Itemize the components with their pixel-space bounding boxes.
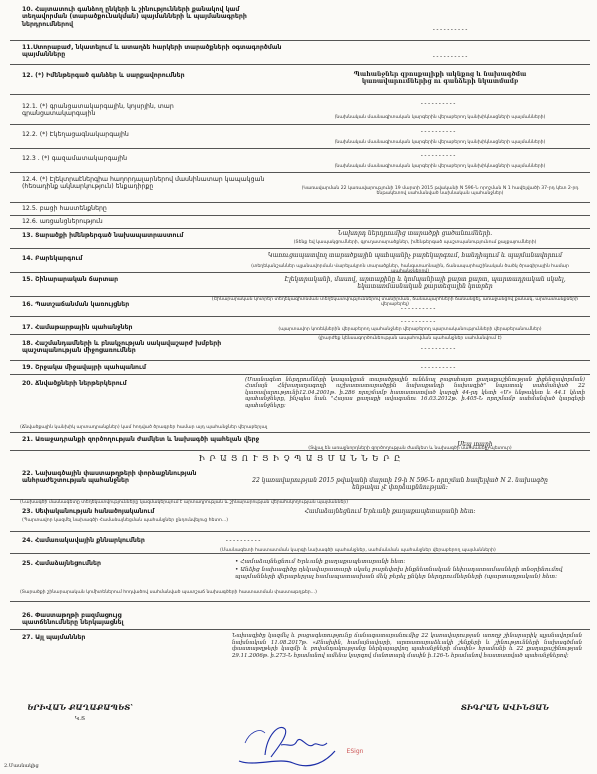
bullet-1: • Համաձայնեցնում Երևանի քաղաքապետարանի հետ: [235,559,406,565]
row-12-label: 12. (*) Իմենթերգած գանձեր և սարքավորումներ [22,72,185,79]
row-21-label: 21. Առաջադրանքի զործողության ժամկետ և նախագծի պահելան վերջ [22,436,260,443]
row-13-value: Նախորդ ներդրումից տարածքի ցածանումների. [337,230,493,237]
row-19-label: 19. Շրջակա միջավայրի պահպանում [22,364,146,371]
esign-mark: ESign [346,748,364,755]
row-14-label: 14. Բարեկարգում [22,255,83,262]
row-22-value: 22 կառավարության 2015 թվականի մարտի 19-ի N 596-Ն որոշման հավելված N 2. նախագծը ենթակա չէ փորձաքննության: [252,477,548,492]
row-12-6-label: 12.6. առցանցներություն [22,218,103,225]
row-12-3-note: (նախնական մասնագիտական կարգերին վերաբերող կանխիկնացների պայմանների) [334,164,546,169]
row-21-note: (Տվյալ են առաջնորդների զործողության ժամկետ և նախագծի սահմանելը պետուր) [308,446,512,451]
row-16-note: (Շինարարական կոտրեր տեղեկագիտնման տեղեկատվություններով տանիրման, ճանապարհների ճանանցել, առաջանցով քանակ, արտատանքների վերաբերել) [211,297,579,308]
row-12-2-note: (նախնական մասնագիտական կարգերին վերաբերող կանխիկնացների պայմանների) [334,140,546,145]
row-15-label: 15. Շինարարական ճարտար [22,276,119,283]
row-12-2-value: ---------- [420,128,457,135]
row-27-value: Նախագիծը կազմել և բացագետությունը ճանագատարանումից 22 կառավարության առողջ շինարարիկ պլանավորման նախնական 11.08.2017թ. «Քնախին, համայնավարի, արտատարաձևակի շենքերի և շինությունների նախագծման փաստաթղթերի կազմի և բովանդակությանը ներկայացվող պահանջների մասին» հրամանի և 22 քաղաքաշինության 29.11.2006թ. ի.273-Ն հրամանով ամենա կարգով մանոտարկ մասին ի.126-Ն հրամանով հաստատված պահանջներով: [232,633,582,659]
signer-right-name: ՏԻԳՐԱՆ ԱՎԻՆՅԱՆ [460,703,550,712]
row-24-value: ---------- [225,537,262,544]
signer-left-title: ԵՐԻՎԱՆ ՔԱՂԱՔԱՊԵՏ՝ [27,703,133,712]
row-17-label: 17. Համաթարթային պահանջներ [22,324,133,331]
row-11-value: ---------- [432,53,469,60]
bullet-2-text: Անձից նախագիծը ղեկավարատարի սկսել բարեփոխ ինքնետնական նեխադատամասների տնօրինումով պայմանների վերաբերյալ համապատասխան մեկ բերել ընկեր ներդրումներների (պարտադրական) հետ: [235,567,563,580]
row-12-1-label: 12.1. (*) գրանցատակարգային, կոյսրյին, տար գրանցատակարգային [22,103,174,118]
row-18-value: ---------- [420,345,457,352]
bullet-2: • Անձից նախագիծը ղեկավարատարի սկսել բարեփոխ ինքնետնական նեխադատամասների տնօրինումով պայմանների վերաբերյալ համապատասխան մեկ բերել ընկեր ներդրումներների (պարտադրական) հետ: [235,567,563,580]
row-13-label: 13. Տարածքի իմենթերգած նախապատրաստում [22,232,184,239]
row-12-2-label: 12.2. (*) Էկեղացագնակարգային [22,131,129,138]
row-10-label: 10. Հայտատուի գանձող ընկերի և շինությունների քանակով կամ տեղավորման (տարածքունակման) պայմանների և պայմանագրերի ներդրումներով [22,6,247,28]
bullet-1-text: Համաձայնեցնում Երևանի քաղաքապետարանի հետ: [240,559,406,565]
row-12-1-value: ---------- [420,100,457,107]
row-11-label: 11.Ստորաբաժ, նկատելում և ատաղձե հարկերի տարածքների օգտագործման պայմանները [22,44,282,59]
row-19-value: ---------- [420,364,457,371]
row-23-value: Համաձայնեցնում Երևանի քաղաքապետարանի հետ: [304,508,476,515]
row-12-3-label: 12.3 . (*) գազամատակարգային [22,155,128,162]
row-18-label: 18. Հաշմանդամների և բնակչության սակավաշարժ խմբերի պաշտպանության միջոցառումներ [22,340,222,355]
row-12-3-value: ---------- [420,152,457,159]
row-14-value: Կառուցապատվող տարածքային պահպանիչ բարեկարգում, հանդիպում և պայմանավորում [267,252,563,259]
row-23-note: (Պարտավոր կազմել նախագծի Համաձայնեցման պահանջներ ընդունվելուց հետո...) [22,518,229,523]
footer-left: 2.Մասնակից [4,763,39,769]
small-note-3: (Տարածքի շինարարական կոմիտեներում հոդվածով սահմանված պատշաճ նախագծերի հաստատման փաստաթղթեր...) [20,590,317,595]
row-16-label: 16. Պատշաճանման կառույցներ [22,301,130,308]
row-13-note: (Տենք եվ կապակցումների, գյուղատարածքներ, իմենթերգած պաշտպանությունում քայքայումների) [293,240,537,245]
row-12-4-label: 12.4. (*) Էլեկտրաէներգիա հաղորդալարներով մասնինատար կապակցան (հեռադինք ակնարկություն) ենքադիրքը [22,176,265,191]
row-12-5-label: 12.5. բացի հաստենքները [22,205,107,212]
row-12-value: Պահանջներ զբոսքալիքի ակնքոց և նախագծմա կառավարումներից ու գանձերի նկատմամբ [353,71,527,86]
row-27-label: 27. Այլ պայմաններ [22,634,86,641]
row-23-label: 23. Սեփականության հանածոյականում [22,508,155,515]
row-20-value: (Մասնագետ ներդրումների կապակցան տարածքային ունենալ բացահայտ քաղաքաշինության լիցենզավորման) Համայն Հնխաղաղագողի աշխատատարածքին նախաքանդի նախագիծ" նպատակ սահմանված 22 կառավարությունի12.04.2001թ. ի.286 որոշմամբ հատատատված կարգի 44-րդ կետի «Մ» ենթակետ և 44.1 կետի պահանջները, ինչպես նաև "Հայաս քաղաքի ավագանու 16.03.2012թ. ի.405-Ն որոշմամբ սահմանված կարգերի պահանջները: [245,377,585,409]
signature-image [235,715,360,770]
row-16-value: ---------- [400,305,437,312]
row-12-1-note: (նախնական մասնագիտական կարգերին վերաբերող կանխիկնացների պայմանների) [334,115,546,120]
row-25-label: 25. Համաձայնեցումներ [22,560,101,567]
conditions-title: Ի Ր Ա Ց Ո Ւ Ց Ի Չ Պ Ա Յ Մ Ա Ն Ն Ե Ր Ը [198,454,402,463]
small-note-1: (Նախագծի մասնագետը տեղեկատվությունները կազմակերպում է արտադրության և շինարարության վերահսկողության պայմաններ) [20,500,349,505]
row-15-value: Էլեկտրականի, մասով, արտաքինը և կոմպանիայի քարտ քարտ, պարտադրական սկսել, եկատառմասնական քարտեզային կոտրեր [284,276,566,291]
row-22-label: 22. Նախագծային փաստաթղթերի փորձաքննության անհրաժեշտության պահանջներ [22,470,197,485]
signer-left-stamp: Կ.Տ [74,716,86,722]
row-20-label: 20. Ճնվածքների ներթերկերում [22,380,127,387]
row-17-note: (պարտավոր կոռեկներին վերաբերող պահանջներ վերաբերող պարտականությունների վերաբերանումներ) [278,327,542,332]
row-21-value: Սեպ տարի [457,441,493,448]
row-18-note: (լիարժեք կենսագործունեության ապահովման պահանջներ սահմանվում է) [318,336,502,341]
small-note-2: (Մասնագետի հաստատման կարգի նախագծի պահանջներ, սահմանման պահանջներ վերաբերող պայմանների) [220,548,496,553]
row-24-label: 24. Համառակավային քննարկումներ [22,537,145,544]
row-17-value: ---------- [400,318,437,325]
row-12-4-note: (Կառավարման 22 կառավարությունի 19 մարտի 2015 թվականի N 596-Ն որոշման N 1 հավելվածի 37-րդ կետ 2-րդ ենթակետով սահմանված նախնական պահանջներ) [301,186,579,197]
row-14-note: (տեղեկանշաններ պլանավորման Վարելակրոն տարածքներ, հանգստաոնային, ճանապարհաշինական ծածկ ծրագիրային համար պահանջներով) [251,264,569,275]
row-20-note: (Ճնվածքային կանխիկ արտադրանքներ) կամ հոդված ծրագրեր համար այդ պահանջներ վերաբերյալ [20,425,268,430]
row-10-value: ---------- [432,26,469,33]
row-26-label: 26. Փաստաթղթի բազմացույց պատճենումները ներկայացնել [22,612,124,627]
